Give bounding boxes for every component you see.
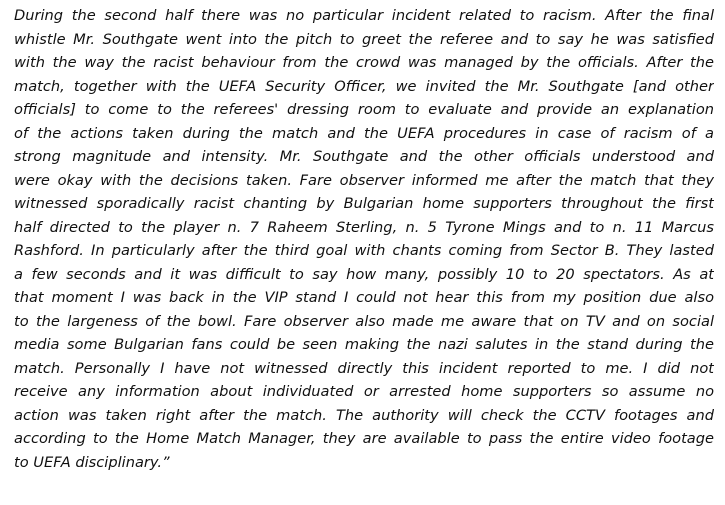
paragraph-line: receive any information about individuated or arrested home supporters so assume no <box>14 383 714 400</box>
paragraph-line: strong magnitude and intensity. Mr. Southgate and the other officials understood and <box>14 148 714 165</box>
paragraph-line: whistle Mr. Southgate went into the pitch to greet the referee and to say he was satisfied <box>14 30 714 48</box>
paragraph-line: with the way the racist behaviour from the crowd was managed by the officials. After the <box>14 54 714 71</box>
paragraph-line: match. Personally I have not witnessed directly this incident reported to me. I did not <box>14 359 714 377</box>
paragraph-line: to the largeness of the bowl. Fare observer also made me aware that on TV and on social <box>14 312 714 330</box>
paragraph-line: media some Bulgarian fans could be seen making the nazi salutes in the stand during the <box>14 336 714 353</box>
paragraph-line: that moment I was back in the VIP stand I could not hear this from my position due also <box>14 289 714 306</box>
paragraph-line: Rashford. In particularly after the third goal with chants coming from Sector B. They lasted <box>14 242 714 259</box>
report-paragraph <box>14 4 714 474</box>
paragraph-line: During the second half there was no particular incident related to racism. After the final <box>14 7 714 24</box>
paragraph-line: according to the Home Match Manager, they are available to pass the entire video footage <box>14 430 714 447</box>
paragraph-line: were okay with the decisions taken. Fare observer informed me after the match that they <box>14 171 714 189</box>
paragraph-line: a few seconds and it was difficult to say how many, possibly 10 to 20 spectators. As at <box>14 265 714 283</box>
paragraph-line: officials] to come to the referees' dressing room to evaluate and provide an explanation <box>14 101 714 118</box>
paragraph-line: witnessed sporadically racist chanting by Bulgarian home supporters throughout the first <box>14 195 714 212</box>
paragraph-line: action was taken right after the match. The authority will check the CCTV footages and <box>14 406 714 424</box>
paragraph-line: of the actions taken during the match and the UEFA procedures in case of racism of a <box>14 124 714 142</box>
paragraph-line: half directed to the player n. 7 Raheem Sterling, n. 5 Tyrone Mings and to n. 11 Marcus <box>14 218 714 236</box>
paragraph-line: to UEFA disciplinary.” <box>14 453 170 471</box>
paragraph-line: match, together with the UEFA Security Officer, we invited the Mr. Southgate [and other <box>14 77 714 95</box>
